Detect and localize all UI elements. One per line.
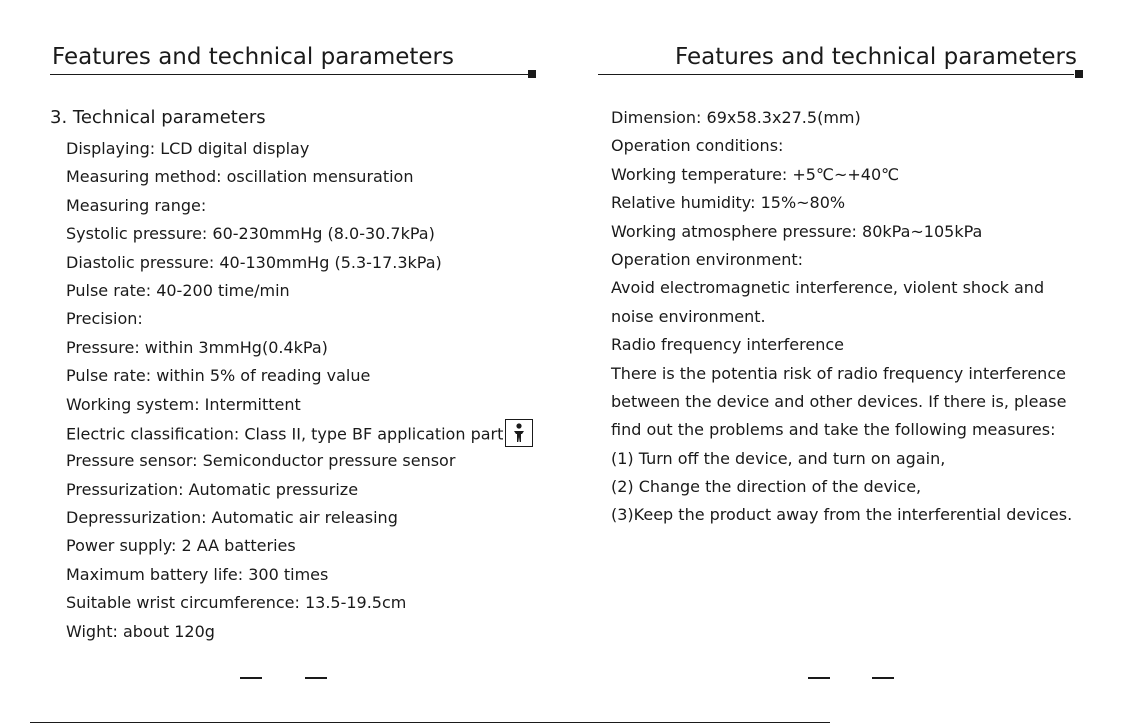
page-number-mark (808, 677, 830, 679)
list-item: Electric classification: Class II, type BF application part (66, 421, 533, 449)
list-item: Relative humidity: 15%~80% (611, 193, 846, 213)
list-item: Pressure: within 3mmHg(0.4kPa) (66, 337, 328, 357)
list-item: Depressurization: Automatic air releasing (66, 508, 398, 528)
header-square-marker (528, 70, 536, 78)
list-item: Radio frequency interference (611, 335, 844, 355)
list-item: noise environment. (611, 306, 766, 326)
list-item: (1) Turn off the device, and turn on again, (611, 448, 946, 468)
section-title: 3. Technical parameters (50, 107, 266, 128)
list-item: between the device and other devices. If there is, please (611, 391, 1067, 411)
list-item: Power supply: 2 AA batteries (66, 536, 296, 556)
list-item: Maximum battery life: 300 times (66, 564, 329, 584)
bottom-edge-line (30, 722, 830, 723)
list-item: Pulse rate: within 5% of reading value (66, 366, 371, 386)
page-header-title: Features and technical parameters (675, 44, 1077, 70)
list-item: (3)Keep the product away from the interferential devices. (611, 505, 1073, 525)
header-square-marker (1075, 70, 1083, 78)
list-item: (2) Change the direction of the device, (611, 477, 922, 497)
list-item: Dimension: 69x58.3x27.5(mm) (611, 108, 861, 127)
header-rule (598, 74, 1074, 75)
page-header-title: Features and technical parameters (52, 44, 454, 70)
list-item: Working temperature: +5℃~+40℃ (611, 164, 900, 184)
header-rule (50, 74, 530, 75)
list-item: Pressurization: Automatic pressurize (66, 479, 359, 499)
page-number-mark (872, 677, 894, 679)
list-item: Displaying: LCD digital display (66, 139, 310, 158)
list-item: Operation environment: (611, 249, 803, 269)
right-page (568, 0, 1137, 725)
list-item: Suitable wrist circumference: 13.5-19.5cm (66, 593, 407, 613)
list-item: Pressure sensor: Semiconductor pressure sensor (66, 451, 456, 471)
list-item: Working atmosphere pressure: 80kPa~105kPa (611, 221, 983, 241)
list-item: Diastolic pressure: 40-130mmHg (5.3-17.3kPa) (66, 252, 442, 272)
page-number-mark (305, 677, 327, 679)
left-page (0, 0, 560, 725)
technical-parameters-list (66, 137, 533, 648)
list-item: There is the potentia risk of radio frequency interference (611, 363, 1066, 383)
type-bf-applied-part-icon (505, 419, 533, 447)
list-item: Avoid electromagnetic interference, violent shock and (611, 278, 1045, 298)
list-item: find out the problems and take the following measures: (611, 420, 1056, 440)
list-item: Measuring method: oscillation mensuration (66, 167, 414, 187)
page-number-mark (240, 677, 262, 679)
list-item: Pulse rate: 40-200 time/min (66, 280, 290, 300)
list-item: Systolic pressure: 60-230mmHg (8.0-30.7kPa) (66, 224, 435, 244)
list-item: Wight: about 120g (66, 621, 215, 641)
list-item: Working system: Intermittent (66, 394, 301, 414)
list-item: Precision: (66, 309, 143, 329)
list-item: Operation conditions: (611, 136, 784, 156)
list-item: Measuring range: (66, 195, 207, 215)
technical-parameters-list (611, 106, 1072, 532)
